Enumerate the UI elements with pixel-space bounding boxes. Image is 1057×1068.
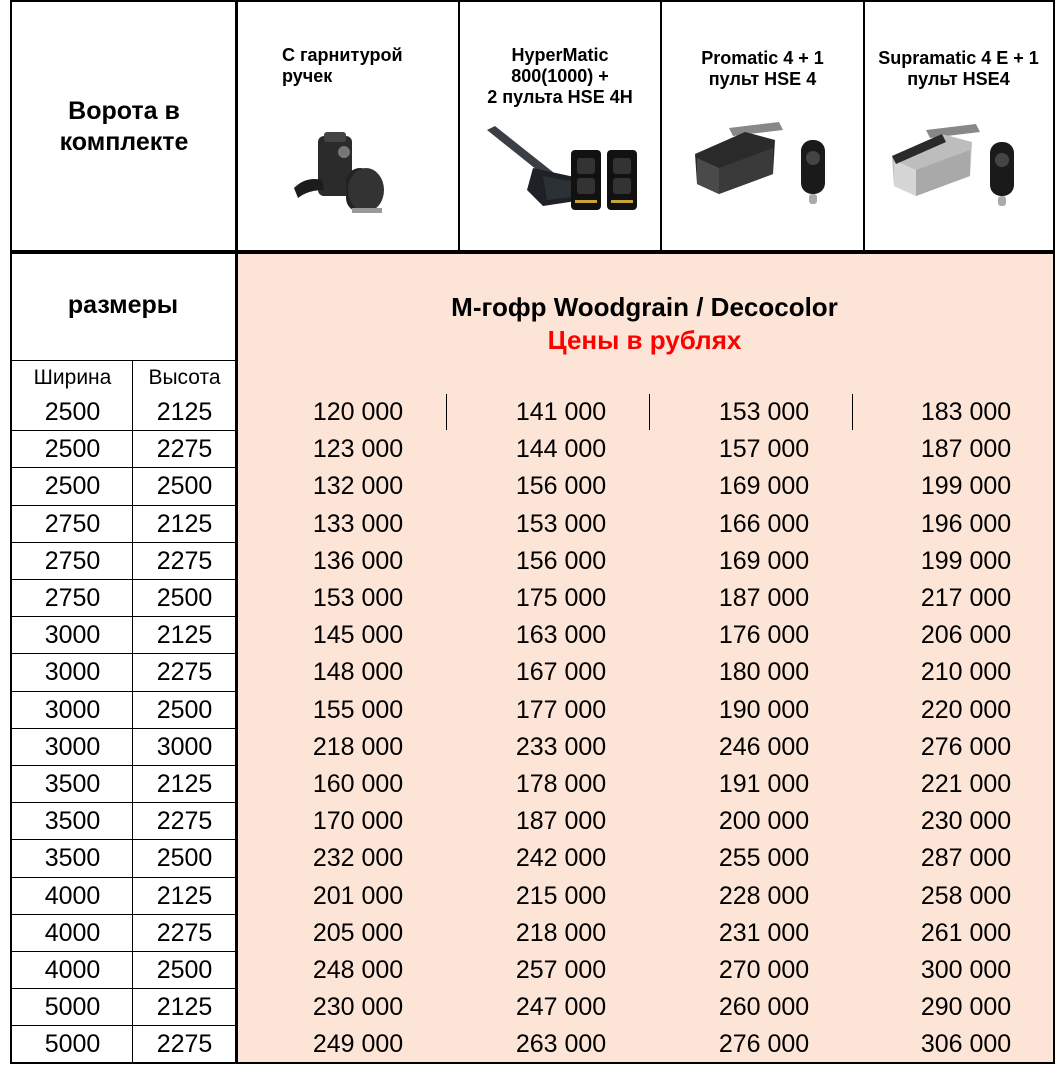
- option-label-line: 800(1000) +: [511, 66, 609, 86]
- price-handles-cell: 145 000: [312, 621, 404, 650]
- width-cell: 4000: [44, 956, 101, 984]
- price-supramatic-cell: 210 000: [920, 658, 1012, 687]
- price-handles-cell: 232 000: [312, 844, 404, 873]
- price-handles-cell: 132 000: [312, 472, 404, 501]
- width-cell: 2750: [44, 509, 101, 538]
- price-handles-cell: 123 000: [312, 435, 404, 464]
- row-divider: [10, 802, 236, 803]
- price-promatic-cell: 228 000: [718, 881, 810, 910]
- price-supramatic-cell: 199 000: [920, 472, 1012, 501]
- border-top: [10, 0, 1055, 2]
- option-label-line: 2 пульта HSE 4H: [487, 87, 633, 107]
- option-label: [282, 45, 459, 87]
- panel-title: M-гофр Woodgrain / Decocolor: [451, 292, 838, 322]
- height-column-header: Высота: [148, 366, 221, 389]
- price-hypermatic-cell: 144 000: [515, 435, 607, 464]
- sizes-divider: [235, 0, 238, 1064]
- price-hypermatic-cell: 175 000: [515, 584, 607, 612]
- table-row: [0, 580, 1057, 617]
- header-col-divider: [660, 0, 662, 252]
- row-divider: [10, 691, 236, 692]
- price-handles-cell: 120 000: [312, 398, 404, 426]
- gate-set-title: [12, 96, 236, 158]
- width-cell: 2500: [44, 435, 101, 464]
- width-height-divider: [132, 360, 133, 1064]
- price-promatic-cell: 169 000: [718, 472, 810, 501]
- price-hypermatic-cell: 187 000: [515, 807, 607, 836]
- supramatic-opener-image: [886, 122, 1046, 212]
- table-row: [0, 840, 1057, 877]
- price-hypermatic-cell: 156 000: [515, 472, 607, 501]
- height-cell: 2275: [156, 918, 213, 947]
- price-supramatic-cell: 306 000: [920, 1030, 1012, 1059]
- price-hypermatic-cell: 247 000: [515, 993, 607, 1022]
- price-supramatic-cell: 196 000: [920, 509, 1012, 538]
- row-divider: [10, 1025, 236, 1026]
- price-promatic-cell: 255 000: [718, 844, 810, 873]
- option-header-hypermatic: [459, 0, 661, 250]
- table-row: [0, 1026, 1057, 1063]
- price-supramatic-cell: 258 000: [920, 881, 1012, 910]
- sizes-label-divider: [10, 360, 236, 361]
- price-promatic-cell: 157 000: [718, 435, 810, 464]
- price-handles-cell: 218 000: [312, 732, 404, 761]
- price-hypermatic-cell: 163 000: [515, 621, 607, 650]
- price-hypermatic-cell: 177 000: [515, 695, 607, 724]
- row-divider: [10, 579, 236, 580]
- table-row: [0, 431, 1057, 468]
- header-divider: [10, 250, 1055, 254]
- price-col-tick: [446, 394, 447, 430]
- price-hypermatic-cell: 257 000: [515, 956, 607, 984]
- price-handles-cell: 160 000: [312, 770, 404, 798]
- table-row: [0, 915, 1057, 952]
- price-handles-cell: 148 000: [312, 658, 404, 687]
- price-promatic-cell: 180 000: [718, 658, 810, 687]
- price-supramatic-cell: 221 000: [920, 770, 1012, 798]
- width-cell: 3500: [44, 844, 101, 873]
- width-cell: 3000: [44, 732, 101, 761]
- price-supramatic-cell: 287 000: [920, 844, 1012, 873]
- price-hypermatic-cell: 215 000: [515, 881, 607, 910]
- row-divider: [10, 839, 236, 840]
- price-hypermatic-cell: 218 000: [515, 918, 607, 947]
- option-label-line: Promatic 4 + 1: [701, 48, 824, 68]
- price-promatic-cell: 176 000: [718, 621, 810, 650]
- height-cell: 2275: [156, 807, 213, 836]
- price-hypermatic-cell: 178 000: [515, 770, 607, 798]
- width-cell: 3000: [44, 621, 101, 650]
- row-divider: [10, 467, 236, 468]
- price-supramatic-cell: 217 000: [920, 584, 1012, 612]
- price-supramatic-cell: 220 000: [920, 695, 1012, 724]
- width-cell: 3500: [44, 770, 101, 798]
- price-hypermatic-cell: 153 000: [515, 509, 607, 538]
- width-cell: 3000: [44, 658, 101, 687]
- price-col-tick: [649, 394, 650, 430]
- price-promatic-cell: 276 000: [718, 1030, 810, 1059]
- price-promatic-cell: 190 000: [718, 695, 810, 724]
- handle-set-image: [286, 128, 406, 228]
- height-cell: 2275: [156, 546, 213, 575]
- row-divider: [10, 765, 236, 766]
- price-supramatic-cell: 187 000: [920, 435, 1012, 464]
- price-handles-cell: 153 000: [312, 584, 404, 612]
- option-header-handles: [236, 0, 459, 250]
- price-handles-cell: 155 000: [312, 695, 404, 724]
- price-handles-cell: 205 000: [312, 918, 404, 947]
- table-row: [0, 654, 1057, 691]
- option-header-promatic: [661, 0, 864, 250]
- price-supramatic-cell: 199 000: [920, 546, 1012, 575]
- option-label-line: С гарнитурой: [282, 45, 403, 65]
- price-supramatic-cell: 300 000: [920, 956, 1012, 984]
- price-promatic-cell: 270 000: [718, 956, 810, 984]
- width-cell: 2750: [44, 584, 101, 612]
- price-promatic-cell: 153 000: [718, 398, 810, 426]
- table-row: [0, 617, 1057, 654]
- price-promatic-cell: 260 000: [718, 993, 810, 1022]
- promatic-opener-image: [689, 120, 849, 210]
- row-divider: [10, 951, 236, 952]
- height-cell: 2500: [156, 584, 213, 612]
- row-divider: [10, 542, 236, 543]
- price-handles-cell: 201 000: [312, 881, 404, 910]
- border-left: [10, 0, 12, 1064]
- border-bottom: [10, 1062, 1055, 1064]
- price-supramatic-cell: 261 000: [920, 918, 1012, 947]
- price-supramatic-cell: 230 000: [920, 807, 1012, 836]
- price-col-tick: [852, 394, 853, 430]
- price-handles-cell: 136 000: [312, 546, 404, 575]
- width-column-header: Ширина: [33, 366, 112, 389]
- price-promatic-cell: 169 000: [718, 546, 810, 575]
- table-row: [0, 543, 1057, 580]
- price-handles-cell: 248 000: [312, 956, 404, 984]
- price-handles-cell: 170 000: [312, 807, 404, 836]
- price-note: Цены в рублях: [547, 325, 742, 355]
- price-promatic-cell: 231 000: [718, 918, 810, 947]
- border-right: [1053, 0, 1055, 1064]
- table-row: [0, 394, 1057, 431]
- price-hypermatic-cell: 141 000: [515, 398, 607, 426]
- price-promatic-cell: 200 000: [718, 807, 810, 836]
- width-cell: 4000: [44, 918, 101, 947]
- height-cell: 2125: [156, 398, 213, 426]
- height-cell: 2500: [156, 844, 213, 873]
- row-divider: [10, 505, 236, 506]
- table-row: [0, 766, 1057, 803]
- option-header-supramatic: [864, 0, 1053, 250]
- price-supramatic-cell: 290 000: [920, 993, 1012, 1022]
- row-divider: [10, 728, 236, 729]
- table-row: [0, 803, 1057, 840]
- table-row: [0, 468, 1057, 505]
- price-hypermatic-cell: 156 000: [515, 546, 607, 575]
- option-label: [661, 48, 864, 90]
- height-cell: 2125: [156, 770, 213, 798]
- header-col-divider: [863, 0, 865, 252]
- table-row: [0, 729, 1057, 766]
- table-row: [0, 989, 1057, 1026]
- option-label-line: пульт HSE4: [907, 69, 1010, 89]
- price-hypermatic-cell: 167 000: [515, 658, 607, 687]
- height-cell: 2500: [156, 695, 213, 724]
- price-handles-cell: 249 000: [312, 1030, 404, 1059]
- row-divider: [10, 653, 236, 654]
- sizes-label: размеры: [67, 291, 179, 319]
- price-handles-cell: 133 000: [312, 509, 404, 538]
- height-cell: 2500: [156, 472, 213, 501]
- width-cell: 3500: [44, 807, 101, 836]
- price-supramatic-cell: 206 000: [920, 621, 1012, 650]
- row-divider: [10, 877, 236, 878]
- price-hypermatic-cell: 263 000: [515, 1030, 607, 1059]
- height-cell: 2125: [156, 881, 213, 910]
- height-cell: 2275: [156, 1030, 213, 1059]
- table-row: [0, 506, 1057, 543]
- height-cell: 3000: [156, 732, 213, 761]
- price-supramatic-cell: 183 000: [920, 398, 1012, 426]
- height-cell: 2275: [156, 435, 213, 464]
- hypermatic-opener-image: [483, 120, 663, 220]
- height-cell: 2125: [156, 621, 213, 650]
- price-promatic-cell: 246 000: [718, 732, 810, 761]
- table-row: [0, 878, 1057, 915]
- price-promatic-cell: 187 000: [718, 584, 810, 612]
- gate-set-title-line: Ворота в: [68, 97, 180, 125]
- price-hypermatic-cell: 242 000: [515, 844, 607, 873]
- price-promatic-cell: 166 000: [718, 509, 810, 538]
- option-label: [864, 48, 1053, 90]
- width-cell: 2750: [44, 546, 101, 575]
- row-divider: [10, 616, 236, 617]
- row-divider: [10, 988, 236, 989]
- header-col-divider: [458, 0, 460, 252]
- option-label: [459, 45, 661, 108]
- table-row: [0, 692, 1057, 729]
- height-cell: 2275: [156, 658, 213, 687]
- price-hypermatic-cell: 233 000: [515, 732, 607, 761]
- table-row: [0, 952, 1057, 989]
- option-label-line: ручек: [282, 66, 333, 86]
- width-cell: 5000: [44, 993, 101, 1022]
- row-divider: [10, 430, 236, 431]
- gate-set-title-line: комплекте: [59, 128, 189, 156]
- row-divider: [10, 914, 236, 915]
- width-cell: 2500: [44, 398, 101, 426]
- width-cell: 5000: [44, 1030, 101, 1059]
- option-label-line: HyperMatic: [511, 45, 609, 65]
- price-handles-cell: 230 000: [312, 993, 404, 1022]
- width-cell: 4000: [44, 881, 101, 910]
- height-cell: 2500: [156, 956, 213, 984]
- height-cell: 2125: [156, 993, 213, 1022]
- price-promatic-cell: 191 000: [718, 770, 810, 798]
- option-label-line: пульт HSE 4: [708, 69, 817, 89]
- width-cell: 3000: [44, 695, 101, 724]
- gate-set-header: [12, 0, 236, 250]
- price-supramatic-cell: 276 000: [920, 732, 1012, 761]
- width-cell: 2500: [44, 472, 101, 501]
- option-label-line: Supramatic 4 E + 1: [878, 48, 1039, 68]
- height-cell: 2125: [156, 509, 213, 538]
